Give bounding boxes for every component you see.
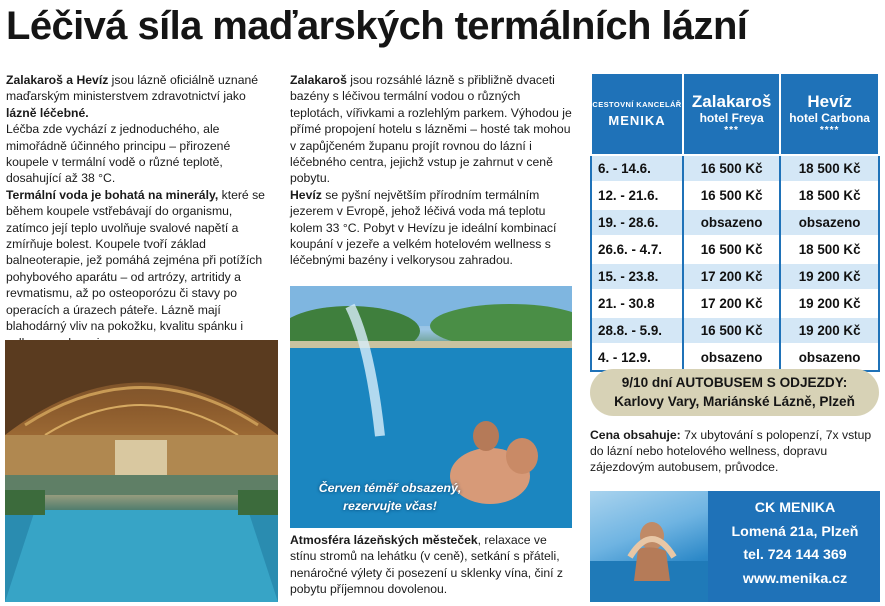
heviz-paragraph: [290, 187, 574, 269]
heviz-column-header: [780, 73, 879, 155]
intro-paragraph-3: [6, 187, 276, 351]
row-date: 6. - 14.6.: [591, 155, 683, 182]
intro-paragraph-1: [6, 72, 276, 121]
row-price-heviz: 19 200 Kč: [780, 317, 879, 344]
row-price-heviz: 18 500 Kč: [780, 236, 879, 263]
heviz-header-stars: ****: [819, 124, 840, 136]
table-row: [591, 317, 879, 344]
price-table: [590, 72, 880, 372]
row-price-heviz: 19 200 Kč: [780, 290, 879, 317]
contact-box: [590, 491, 880, 602]
table-row: [591, 263, 879, 290]
logo-arc-text: CESTOVNÍ KANCELÁŘ: [592, 100, 682, 109]
intro-bold: Zalakaroš a Hevíz: [6, 73, 109, 87]
zalakaros-header-stars: ***: [724, 124, 739, 136]
contact-name: CK MENIKA: [754, 500, 836, 516]
table-row: [591, 290, 879, 317]
logo-name: MENIKA: [608, 113, 666, 128]
intro-text: jsou lázně oficiálně uznané maďarským ministerstvem zdravotnictví jako: [6, 73, 259, 104]
row-price-heviz: obsazeno: [780, 344, 879, 371]
row-price-zalakaros: obsazeno: [683, 344, 780, 371]
heviz-text: se pyšní největším přírodním termálním jezerem v Evropě, jehož léčivá voda má teplotu kolem 33 °C. Pobyt v Hevízu je ideální kombinací koupání v jezeře a velkém hotelovém wellness s léčebnými bazény i velkorysou zahradou.: [290, 187, 557, 268]
pool-photo-caption: [300, 479, 480, 515]
caption-line-2: rezervujte včas!: [343, 499, 437, 513]
includes-label: Cena obsahuje:: [590, 428, 681, 442]
heviz-header-name: Hevíz: [807, 91, 852, 111]
row-date: 21. - 30.8: [591, 290, 683, 317]
zalakaros-header-name: Zalakaroš: [691, 91, 772, 111]
table-row: [591, 155, 879, 182]
contact-photo-illustration: [590, 491, 708, 602]
caption-line-1: Červen téměř obsazený,: [318, 481, 462, 495]
row-price-zalakaros: 16 500 Kč: [683, 182, 780, 209]
page-title: Léčivá síla maďarských termálních lázní: [6, 4, 748, 48]
resorts-column: [290, 72, 574, 269]
minerals-text: které se během koupele vstřebávají do organismu, zatímco její teplo uvolňuje svalové napětí a zmírňuje bolest. Koupele tvoří základ balneoterapie, jež pomáhá zejména při potížích pohybového aparátu – od artrózy, artritidy a revmatismu, až po osteoporózu či stavy po operacích a úrazech páteře. Lázně mají blahodárný vliv na pokožku, kvalitu spánku i: [6, 187, 265, 334]
indoor-spa-photo: [5, 340, 278, 602]
table-row: [591, 344, 879, 371]
zalakaros-bold: Zalakaroš: [290, 73, 347, 87]
menika-logo: [591, 73, 683, 155]
row-price-heviz: 18 500 Kč: [780, 155, 879, 182]
row-date: 4. - 12.9.: [591, 344, 683, 371]
zalakaros-paragraph: [290, 72, 574, 187]
row-price-zalakaros: 17 200 Kč: [683, 290, 780, 317]
bus-line-1: 9/10 dní AUTOBUSEM S ODJEZDY:: [621, 375, 848, 390]
table-row: [591, 209, 879, 236]
atmosphere-paragraph: [290, 532, 574, 598]
zalakaros-column-header: [683, 73, 780, 155]
contact-text: [712, 497, 878, 591]
table-row: [591, 236, 879, 263]
contact-website-link[interactable]: www.menika.cz: [742, 570, 848, 587]
indoor-spa-illustration: [5, 340, 278, 602]
heviz-bold: Hevíz: [290, 187, 322, 202]
includes-text: 7x ubytování s polopenzí, 7x vstup do lázní nebo hotelového wellness, dopravu zájezdovým autobusem, průvodce.: [590, 428, 872, 474]
row-price-heviz: 19 200 Kč: [780, 263, 879, 290]
row-price-heviz: obsazeno: [780, 209, 879, 236]
table-row: [591, 182, 879, 209]
row-date: 19. - 28.6.: [591, 209, 683, 236]
row-price-heviz: 18 500 Kč: [780, 182, 879, 209]
atmosphere-text: , relaxace ve stínu stromů na lehátku (v ceně), setkání s přáteli, nenáročné výlety či posezení u sklenky vína, činí z pobytu příjemnou dovolenou.: [290, 533, 564, 597]
row-price-zalakaros: 16 500 Kč: [683, 317, 780, 344]
row-price-zalakaros: obsazeno: [683, 209, 780, 236]
row-date: 12. - 21.6.: [591, 182, 683, 209]
row-date: 26.6. - 4.7.: [591, 236, 683, 263]
row-date: 15. - 23.8.: [591, 263, 683, 290]
row-price-zalakaros: 16 500 Kč: [683, 236, 780, 263]
intro-bold-end: lázně léčebné.: [6, 105, 89, 120]
zalakaros-text: jsou rozsáhlé lázně s přibližně dvaceti bazény s léčivou termální vodou o různých teplotách, vířivkami a rozlehlým parkem. Výhodou je přímé propojení hotelu s lázněmi – hosté tak mohou v zapůjčeném županu projít rovnou do lázní i léčebného centra, jejichž vstup je zahrnut v ceně pobytu.: [290, 73, 572, 186]
intro-paragraph-2: Léčba zde vychází z jednoduchého, ale mimořádně účinného principu – přirozené koupele v termální vodě o různé teplotě, dosahující až 38 °C.: [6, 122, 231, 186]
contact-phone[interactable]: tel. 724 144 369: [743, 547, 847, 563]
contact-photo: [590, 491, 708, 602]
bus-line-2: Karlovy Vary, Mariánské Lázně, Plzeň: [614, 394, 855, 409]
row-date: 28.8. - 5.9.: [591, 317, 683, 344]
atmosphere-column: [290, 532, 574, 598]
heviz-header-hotel: hotel Carbona: [789, 110, 870, 125]
contact-address: Lomená 21a, Plzeň: [731, 523, 859, 540]
row-price-zalakaros: 17 200 Kč: [683, 263, 780, 290]
atmosphere-bold: Atmosféra lázeňských městeček: [290, 533, 478, 547]
zalakaros-header-hotel: hotel Freya: [699, 110, 764, 125]
intro-column: [6, 72, 276, 351]
minerals-bold: Termální voda je bohatá na minerály,: [6, 187, 219, 202]
row-price-zalakaros: 16 500 Kč: [683, 155, 780, 182]
price-includes: [590, 427, 880, 475]
bus-departures-box: [590, 369, 879, 416]
